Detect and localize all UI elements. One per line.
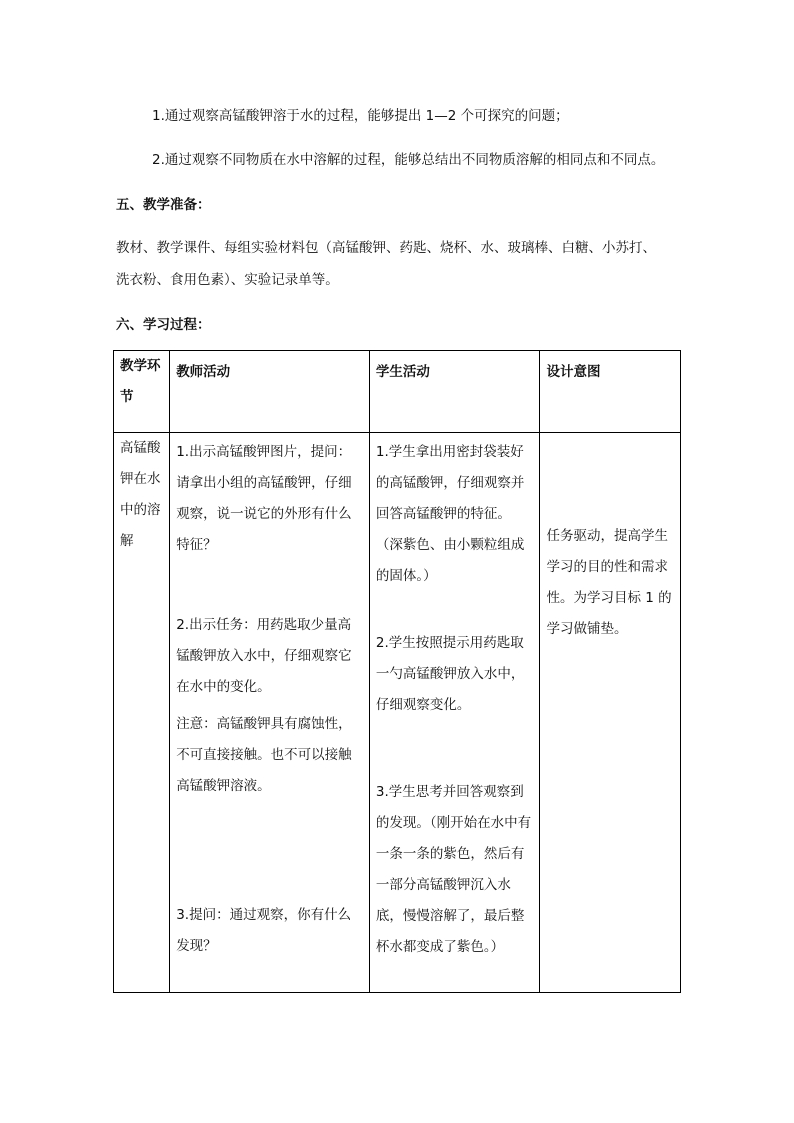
student-activity-cell: [369, 433, 540, 993]
objective-2: 2.通过观察不同物质在水中溶解的过程，能够总结出不同物质溶解的相同点和不同点。: [152, 152, 665, 168]
table-header-row: [114, 351, 681, 433]
student-answer-1: （深紫色、由小颗粒组成的固体。）: [375, 537, 525, 584]
header-intent-label: 设计意图: [546, 364, 601, 380]
section-6-heading: 六、学习过程：: [116, 317, 211, 333]
header-intent: [540, 351, 681, 433]
student-step-2: 2.学生按照提示用药匙取一勺高锰酸钾放入水中，仔细观察变化。: [375, 635, 525, 713]
teacher-caution: 注意：高锰酸钾具有腐蚀性，不可直接接触。也不可以接触高锰酸钾溶液。: [176, 716, 352, 794]
student-step-3: 3.学生思考并回答观察到的发现。（刚开始在水中有一条一条的紫色，然后有一部分高锰酸钾沉入水底，慢慢溶解了，最后整杯水都变成了紫色。）: [375, 784, 532, 955]
header-student: [369, 351, 540, 433]
section-5-line-2: 洗衣粉、食用色素）、实验记录单等。: [116, 272, 339, 288]
teacher-step-1: 1.出示高锰酸钾图片，提问：请拿出小组的高锰酸钾，仔细观察，说一说它的外形有什么特征？: [176, 444, 352, 553]
header-stage-label: 教学环节: [120, 358, 161, 405]
objective-1: 1.通过观察高锰酸钾溶于水的过程，能够提出 1—2 个可探究的问题；: [152, 108, 569, 124]
stage-label: 高锰酸钾在水中的溶解: [120, 440, 161, 549]
teacher-activity-cell: [170, 433, 370, 993]
section-5-heading: 五、教学准备：: [116, 197, 211, 213]
learning-process-table: [113, 350, 681, 993]
design-intent-text: 任务驱动，提高学生学习的目的性和需求性。为学习目标 1 的学习做铺垫。: [546, 528, 672, 637]
teacher-step-2: 2.出示任务：用药匙取少量高锰酸钾放入水中，仔细观察它在水中的变化。: [176, 617, 352, 695]
stage-cell: [114, 433, 170, 993]
table-row: [114, 433, 681, 993]
design-intent-cell: [540, 433, 681, 993]
section-5-line-1: 教材、教学课件、每组实验材料包（高锰酸钾、药匙、烧杯、水、玻璃棒、白糖、小苏打、: [116, 240, 656, 256]
header-stage: [114, 351, 170, 433]
student-step-1: 1.学生拿出用密封袋装好的高锰酸钾，仔细观察并回答高锰酸钾的特征。: [375, 444, 525, 522]
header-teacher: [170, 351, 370, 433]
teacher-step-3: 3.提问：通过观察，你有什么发现？: [176, 907, 352, 954]
header-teacher-label: 教师活动: [176, 364, 231, 380]
header-student-label: 学生活动: [375, 364, 430, 380]
